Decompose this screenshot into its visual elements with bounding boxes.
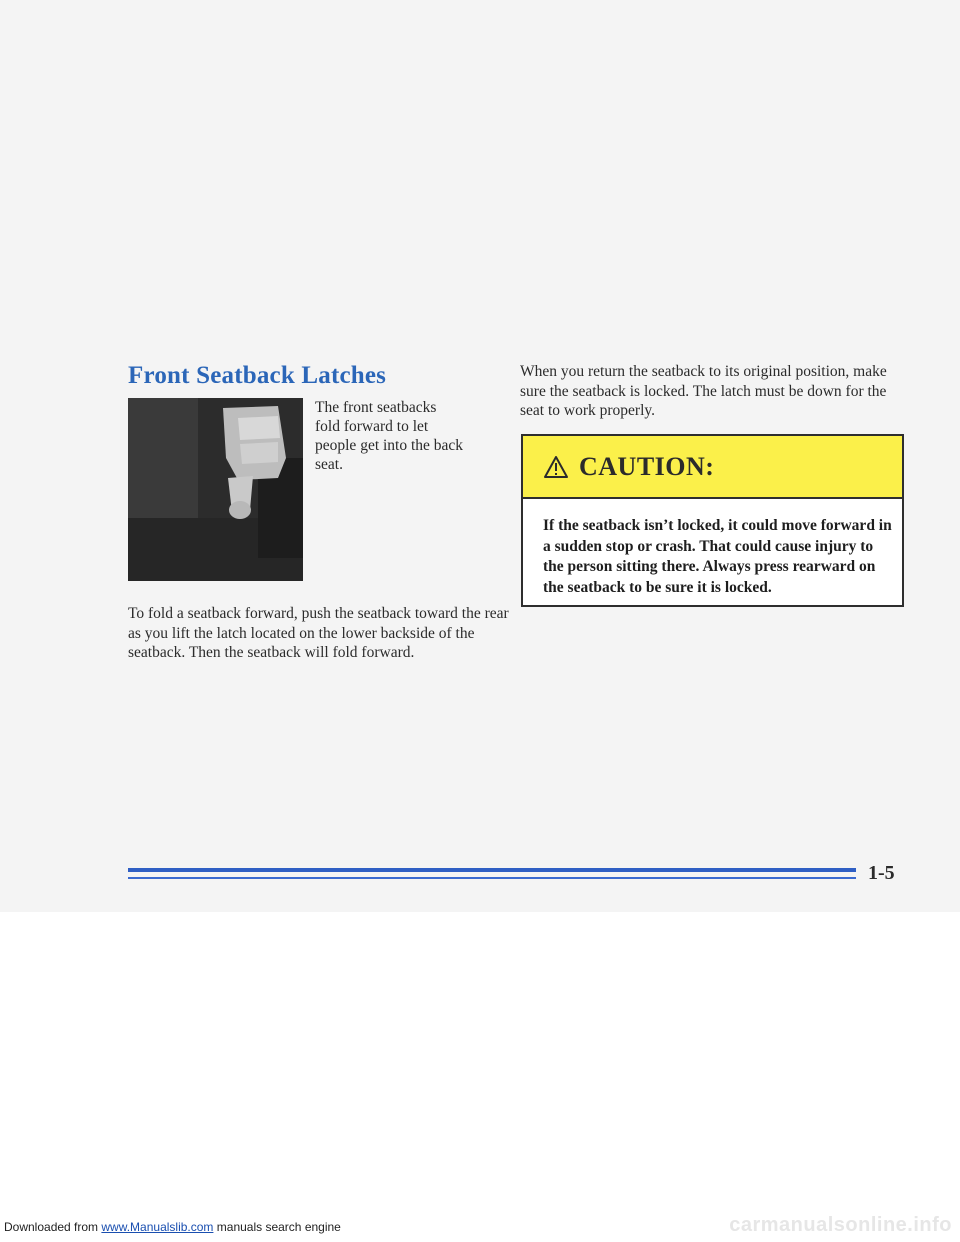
footer-suffix: manuals search engine (213, 1220, 341, 1234)
download-footer (4, 1220, 341, 1234)
seatback-latch-photo (128, 398, 303, 581)
manualslib-link[interactable]: www.Manualslib.com (101, 1220, 214, 1234)
caution-header (523, 436, 902, 499)
caution-box (521, 434, 904, 607)
warning-triangle-icon (543, 455, 569, 479)
caution-text: If the seatback isn’t locked, it could move forward in a sudden stop or crash. That could cause injury to the person sitting there. Always press rearward on the seatback to be sure it is locked. (543, 517, 892, 596)
caution-label: CAUTION: (579, 451, 715, 481)
return-seatback-paragraph: When you return the seatback to its original position, make sure the seatback is locked. The latch must be down for the seat to work properly. (520, 363, 887, 419)
section-title: Front Seatback Latches (128, 362, 387, 389)
intro-paragraph: The front seatbacks fold forward to let people get into the back seat. (315, 399, 464, 473)
footer-prefix: Downloaded from (4, 1220, 102, 1234)
footer-rule-thin (128, 877, 856, 879)
footer-rule-thick (128, 868, 856, 872)
fold-instructions-paragraph: To fold a seatback forward, push the seatback toward the rear as you lift the latch located on the lower backside of the seatback. Then the seatback will fold forward. (128, 605, 509, 661)
page-number: 1-5 (868, 862, 895, 884)
site-watermark: carmanualsonline.info (729, 1214, 952, 1236)
